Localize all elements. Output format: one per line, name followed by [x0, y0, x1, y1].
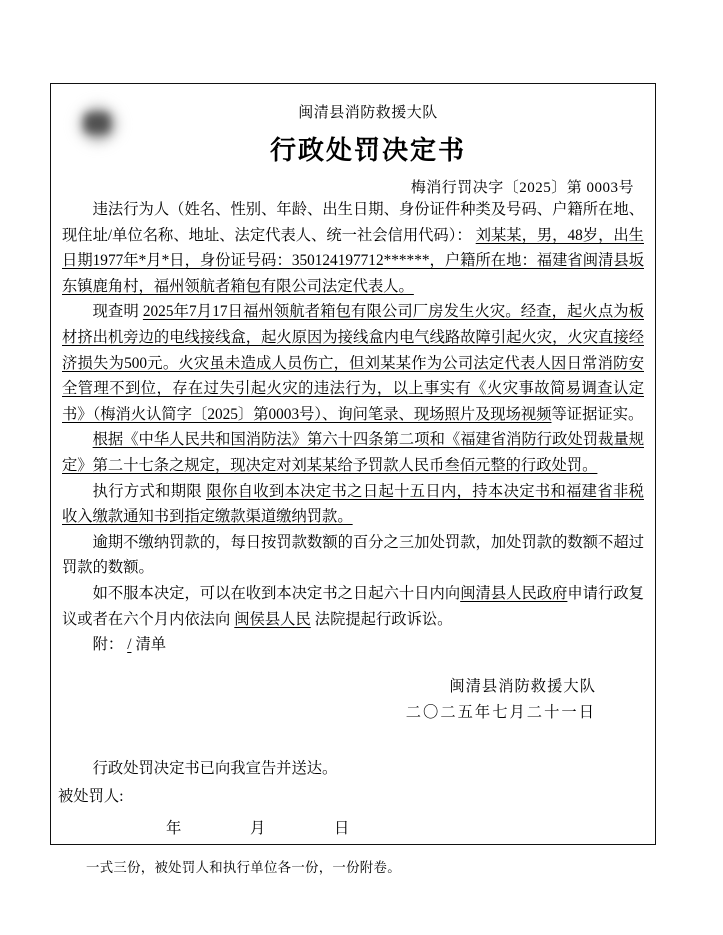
punished-person-label: 被处罚人: — [58, 787, 124, 805]
month-label: 月 — [250, 819, 266, 837]
execution-body-text: 限你自收到本决定书之日起十五日内，持本决定书和福建省非税收入缴款通知书到指定缴款渠道缴纳罚款。 — [62, 482, 644, 526]
signature-block — [58, 674, 648, 726]
paragraph-attachment — [58, 632, 648, 658]
offender-detail-text: 刘某某，男，48岁，出生日期1977年*月*日，身份证号码：350124197712******，户籍所在地：福建省闽清县坂东镇鹿角村，福州领航者箱包有限公司法定代表人。 — [62, 226, 644, 295]
redacted-seal-core — [85, 114, 109, 132]
page-title: 行政处罚决定书 — [269, 136, 466, 165]
signature-date: 二〇二五年七月二十一日 — [405, 703, 596, 721]
document-number: 梅消行罚决字〔2025〕第 0003号 — [410, 180, 634, 196]
appeal-part3-text: 法院提起行政诉讼。 — [314, 610, 453, 628]
overdue-text: 逾期不缴纳罚款的，每日按罚款数额的百分之三加处罚款，加处罚款的数额不超过罚款的数额。 — [62, 533, 644, 577]
year-label: 年 — [166, 819, 182, 837]
findings-lead-text: 现查明 — [92, 303, 139, 321]
footnote-copies: 一式三份，被处罚人和执行单位各一份，一份附卷。 — [86, 860, 401, 875]
appeal-court-name: 闽侯县人民 — [234, 610, 311, 628]
attachment-label: 附： — [92, 636, 124, 654]
paragraph-appeal — [58, 581, 648, 632]
findings-tail-text: 等证据证实。 — [551, 405, 644, 423]
paragraph-execution — [58, 479, 648, 530]
issuing-organization: 闽清县消防救援大队 — [298, 105, 438, 121]
attachment-value: / — [127, 636, 132, 654]
appeal-part2-text: 申请行政复议或者在六个月内依法向 — [62, 584, 644, 628]
appeal-part1-text: 如不服本决定，可以在收到本决定书之日起六十日内向 — [92, 584, 461, 602]
paragraph-decision — [58, 427, 648, 478]
signature-issuer: 闽清县消防救援大队 — [449, 677, 596, 695]
paragraph-findings — [58, 299, 648, 427]
offender-intro-text: 违法行为人（姓名、性别、年龄、出生日期、身份证件种类及号码、户籍所在地、现住址/单位名称、地址、法定代表人、统一社会信用代码）： — [62, 201, 644, 244]
signature-date-blanks — [58, 816, 648, 838]
decision-text: 根据《中华人民共和国消防法》第六十四条第二项和《福建省消防行政处罚裁量规定》第二十七条之规定，现决定对刘某某给予罚款人民币叁佰元整的行政处罚。 — [62, 431, 644, 474]
acknowledgement-statement: 行政处罚决定书已向我宣告并送达。 — [92, 759, 338, 777]
document-page — [50, 83, 656, 845]
attachment-suffix: 清单 — [135, 636, 167, 654]
day-label: 日 — [334, 819, 350, 837]
paragraph-offender — [58, 197, 648, 299]
paragraph-overdue — [58, 530, 648, 581]
appeal-agency-name: 闽清县人民政府 — [460, 584, 568, 602]
findings-body-text: 2025年7月17日福州领航者箱包有限公司厂房发生火灾。经查，起火点为板材挤出机旁边的电线接线盒，起火原因为接线盒内电气线路故障引起火灾，火灾直接经济损失为500元。火灾虽未造成人员伤亡，但刘某某作为公司法定代表人因日常消防安全管理不到位，存在过失引起火灾的违法行为，以上事实有《火灾事故简易调查认定书》（梅消火认简字〔2025〕第0003号）、询问笔录、现场照片及现场视频 — [62, 303, 644, 423]
execution-lead-text: 执行方式和期限 — [92, 482, 203, 500]
